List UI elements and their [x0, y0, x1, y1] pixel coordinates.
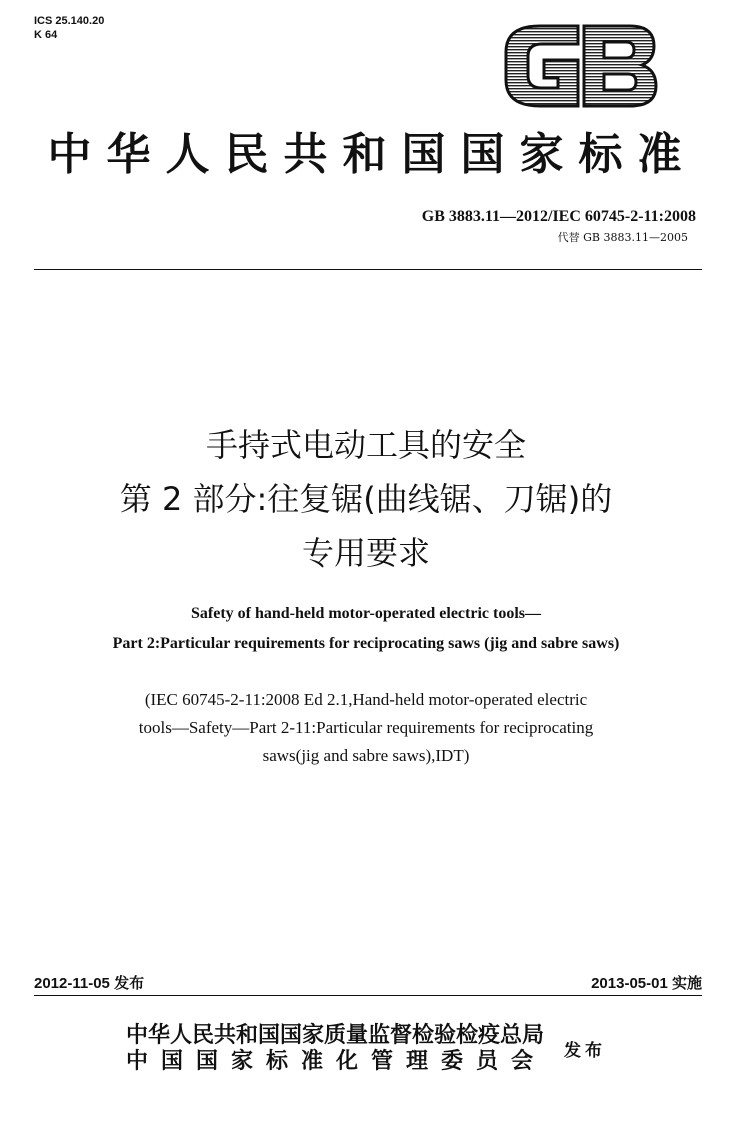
- issuer-sac: 中国国家标准化管理委员会: [126, 1048, 547, 1074]
- implementation-date: 2013-05-01 实施: [591, 975, 702, 992]
- top-divider: [34, 269, 702, 270]
- iec-reference-line-2: tools—Safety—Part 2-11:Particular requirements for reciprocating: [138, 718, 594, 737]
- iec-reference-line-1: (IEC 60745-2-11:2008 Ed 2.1,Hand-held motor-operated electric: [144, 690, 588, 709]
- chinese-title-line-3: 专用要求: [301, 534, 430, 572]
- ccs-code: K 64: [34, 29, 58, 41]
- chinese-title-line-1: 手持式电动工具的安全: [205, 426, 526, 464]
- bottom-divider: [34, 995, 702, 996]
- issuer-aqsiq: 中华人民共和国国家质量监督检验检疫总局: [126, 1022, 545, 1048]
- chinese-title-line-2: 第 2 部分:往复锯(曲线锯、刀锯)的: [119, 480, 613, 518]
- classification-codes: [34, 14, 104, 42]
- replaces-standard: 代替 GB 3883.11—2005: [557, 231, 688, 244]
- standard-number: GB 3883.11—2012/IEC 60745-2-11:2008: [421, 208, 696, 225]
- english-title-line-2: Part 2:Particular requirements for reciprocating saws (jig and sabre saws): [112, 635, 620, 652]
- ics-code: ICS 25.140.20: [34, 15, 105, 27]
- publish-label: 发布: [564, 1041, 606, 1061]
- national-standard-heading: 中华人民共和国国家标准: [47, 129, 697, 180]
- issue-date: 2012-11-05 发布: [34, 975, 145, 992]
- iec-reference-line-3: saws(jig and sabre saws),IDT): [262, 746, 470, 765]
- gb-logo: [500, 22, 660, 110]
- english-title-line-1: Safety of hand-held motor-operated electric tools—: [191, 605, 541, 622]
